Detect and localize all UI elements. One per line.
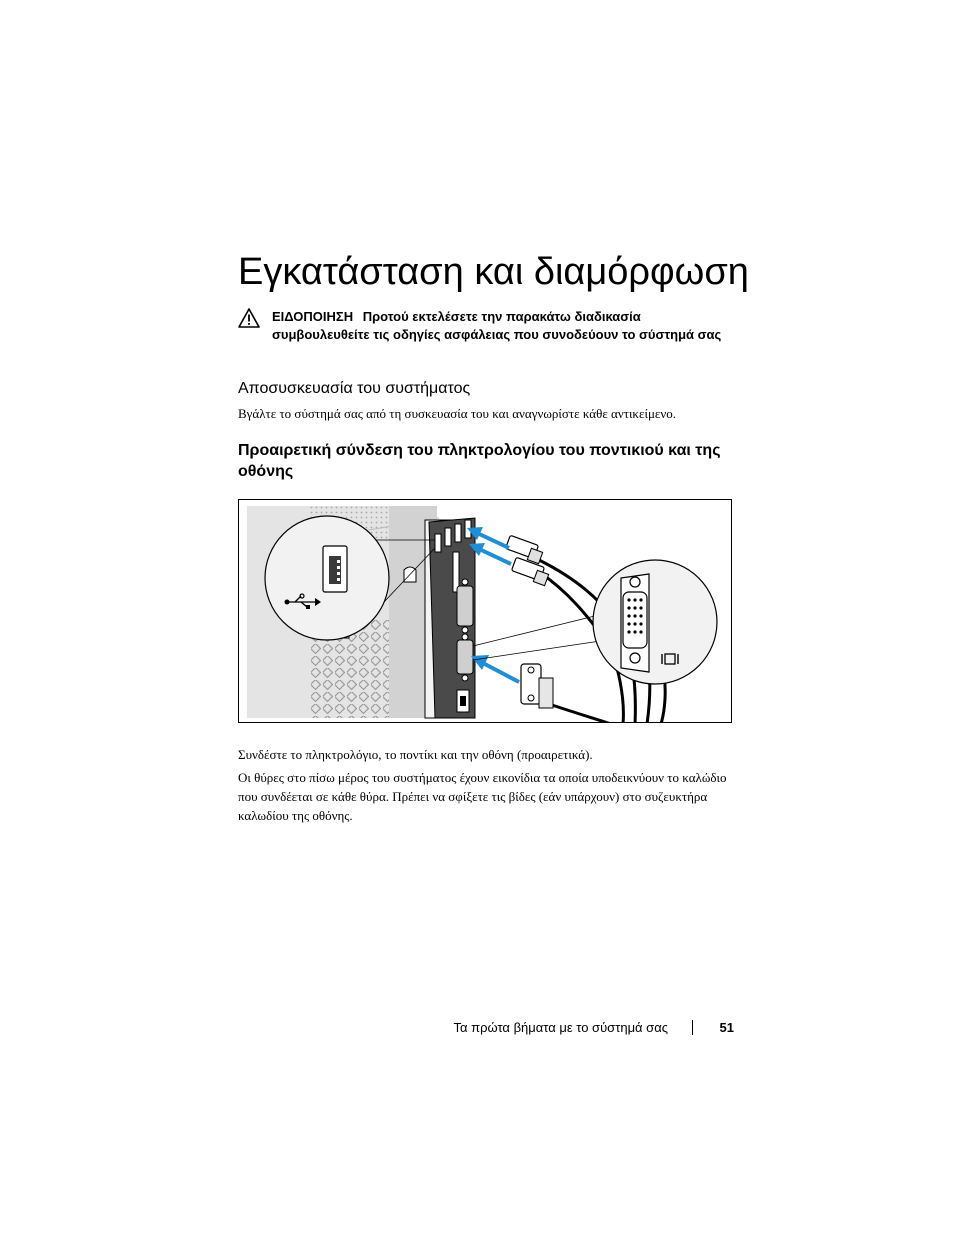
warning-notice [238,308,738,343]
vga-callout [473,560,717,684]
usb-port-3 [455,524,461,542]
chapter-title: Εγκατάσταση και διαμόρφωση [238,251,749,293]
connect-peripherals-paragraph: Συνδέστε το πληκτρολόγιο, το ποντίκι και την οθόνη (προαιρετικά). [238,747,593,762]
page-number: 51 [719,1020,734,1035]
footer-chapter-title: Τα πρώτα βήματα με το σύστημά σας [453,1020,668,1035]
vga-port [457,640,473,674]
section-heading-unpacking: Αποσυσκευασία του συστήματος [238,380,471,397]
connection-illustration [238,499,732,723]
warning-body: Προτού εκτελέσετε την παρακάτω διαδικασία συμβουλευθείτε τις οδηγίες ασφάλειας που συνοδεύουν το σύστημά σας [272,309,722,342]
unpacking-paragraph: Βγάλτε το σύστημά σας από τη συσκευασία του και αναγνωρίστε κάθε αντικείμενο. [238,406,677,421]
section-heading-peripherals: Προαιρετική σύνδεση του πληκτρολογίου του ποντικιού και της οθόνης [238,442,721,480]
warning-text [272,308,738,343]
ports-icons-paragraph: Οι θύρες στο πίσω μέρος του συστήματος έχουν εικονίδια τα οποία υποδεικνύουν το καλώδιο που συνδέεται σε κάθε θύρα. Πρέπει να σφίξετε τις βίδες (εάν υπάρχουν) στο συζευκτήρα καλωδίου της οθόνης. [238,770,727,823]
usb-plug-1 [506,535,543,563]
usb-port-1 [435,534,441,552]
warning-triangle-icon [238,308,260,328]
serial-port [457,586,473,626]
footer-separator [692,1020,693,1035]
usb-port-2 [445,528,451,546]
vga-plug [521,664,553,708]
connection-diagram [239,500,732,723]
warning-label: ΕΙΔΟΠΟΙΗΣΗ [272,309,354,324]
